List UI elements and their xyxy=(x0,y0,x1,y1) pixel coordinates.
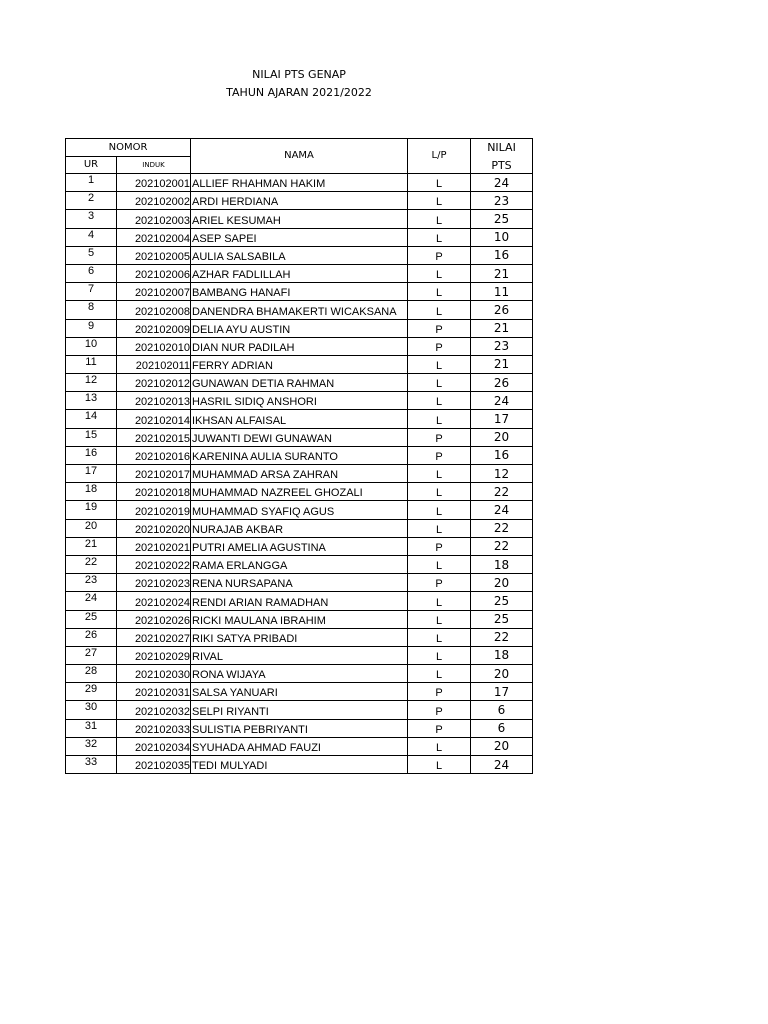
cell-nilai: 16 xyxy=(471,246,533,264)
cell-ur: 12 xyxy=(66,374,117,392)
cell-lp: P xyxy=(408,319,471,337)
cell-induk: 202102013 xyxy=(117,392,191,410)
cell-induk: 202102021 xyxy=(117,537,191,555)
cell-induk: 202102010 xyxy=(117,337,191,355)
table-body xyxy=(66,174,533,774)
table-row xyxy=(66,301,533,319)
cell-lp: L xyxy=(408,210,471,228)
cell-induk: 202102020 xyxy=(117,519,191,537)
cell-induk: 202102035 xyxy=(117,756,191,774)
table-row xyxy=(66,428,533,446)
cell-induk: 202102008 xyxy=(117,301,191,319)
cell-ur: 8 xyxy=(66,301,117,319)
cell-ur: 19 xyxy=(66,501,117,519)
cell-nama: GUNAWAN DETIA RAHMAN xyxy=(191,374,408,392)
cell-nilai: 21 xyxy=(471,319,533,337)
cell-induk: 202102012 xyxy=(117,374,191,392)
cell-ur: 30 xyxy=(66,701,117,719)
cell-nama: KARENINA AULIA SURANTO xyxy=(191,446,408,464)
table-row xyxy=(66,719,533,737)
cell-induk: 202102026 xyxy=(117,610,191,628)
cell-nilai: 25 xyxy=(471,210,533,228)
cell-lp: L xyxy=(408,283,471,301)
cell-ur: 18 xyxy=(66,483,117,501)
cell-induk: 202102033 xyxy=(117,719,191,737)
cell-lp: P xyxy=(408,537,471,555)
cell-induk: 202102004 xyxy=(117,228,191,246)
cell-ur: 33 xyxy=(66,756,117,774)
table-row xyxy=(66,646,533,664)
table-row xyxy=(66,410,533,428)
cell-induk: 202102024 xyxy=(117,592,191,610)
cell-nama: FERRY ADRIAN xyxy=(191,355,408,373)
cell-ur: 10 xyxy=(66,337,117,355)
cell-ur: 1 xyxy=(66,174,117,192)
cell-ur: 27 xyxy=(66,646,117,664)
header-nilai-pts xyxy=(471,139,533,174)
table-row xyxy=(66,192,533,210)
cell-nama: RENDI ARIAN RAMADHAN xyxy=(191,592,408,610)
table-row xyxy=(66,592,533,610)
cell-nilai: 22 xyxy=(471,483,533,501)
cell-nilai: 22 xyxy=(471,628,533,646)
cell-ur: 29 xyxy=(66,683,117,701)
header-nilai-line2: PTS xyxy=(491,158,512,172)
cell-ur: 22 xyxy=(66,555,117,573)
cell-nilai: 18 xyxy=(471,555,533,573)
cell-nilai: 16 xyxy=(471,446,533,464)
table-row xyxy=(66,283,533,301)
table-row xyxy=(66,610,533,628)
cell-nama: TEDI MULYADI xyxy=(191,756,408,774)
cell-nama: IKHSAN ALFAISAL xyxy=(191,410,408,428)
cell-induk: 202102002 xyxy=(117,192,191,210)
cell-induk: 202102018 xyxy=(117,483,191,501)
cell-nilai: 24 xyxy=(471,174,533,192)
cell-induk: 202102030 xyxy=(117,665,191,683)
cell-ur: 24 xyxy=(66,592,117,610)
cell-lp: P xyxy=(408,701,471,719)
cell-nilai: 20 xyxy=(471,737,533,755)
table-row xyxy=(66,210,533,228)
cell-lp: P xyxy=(408,574,471,592)
cell-induk: 202102031 xyxy=(117,683,191,701)
cell-nilai: 6 xyxy=(471,719,533,737)
cell-nilai: 26 xyxy=(471,374,533,392)
cell-lp: P xyxy=(408,683,471,701)
cell-induk: 202102027 xyxy=(117,628,191,646)
header-induk: INDUK xyxy=(117,157,191,174)
table-row xyxy=(66,665,533,683)
cell-lp: L xyxy=(408,483,471,501)
cell-induk: 202102019 xyxy=(117,501,191,519)
cell-induk: 202102029 xyxy=(117,646,191,664)
cell-ur: 32 xyxy=(66,737,117,755)
cell-ur: 20 xyxy=(66,519,117,537)
cell-nilai: 20 xyxy=(471,665,533,683)
cell-nilai: 22 xyxy=(471,537,533,555)
cell-induk: 202102016 xyxy=(117,446,191,464)
cell-lp: L xyxy=(408,756,471,774)
table-row xyxy=(66,337,533,355)
cell-ur: 2 xyxy=(66,192,117,210)
table-row xyxy=(66,319,533,337)
cell-nilai: 25 xyxy=(471,610,533,628)
cell-lp: P xyxy=(408,246,471,264)
cell-ur: 13 xyxy=(66,392,117,410)
cell-lp: L xyxy=(408,501,471,519)
table-row xyxy=(66,483,533,501)
cell-nama: ALLIEF RHAHMAN HAKIM xyxy=(191,174,408,192)
cell-lp: L xyxy=(408,374,471,392)
document-subtitle: TAHUN AJARAN 2021/2022 xyxy=(226,86,372,99)
cell-ur: 7 xyxy=(66,283,117,301)
cell-ur: 17 xyxy=(66,465,117,483)
document-title: NILAI PTS GENAP xyxy=(252,68,346,81)
cell-lp: P xyxy=(408,446,471,464)
cell-nama: SELPI RIYANTI xyxy=(191,701,408,719)
cell-ur: 9 xyxy=(66,319,117,337)
table-row xyxy=(66,537,533,555)
table-row xyxy=(66,246,533,264)
cell-nama: RIVAL xyxy=(191,646,408,664)
table-row xyxy=(66,519,533,537)
cell-nilai: 11 xyxy=(471,283,533,301)
cell-nama: SALSA YANUARI xyxy=(191,683,408,701)
cell-nilai: 20 xyxy=(471,428,533,446)
table-row xyxy=(66,392,533,410)
cell-lp: L xyxy=(408,737,471,755)
table-row xyxy=(66,628,533,646)
cell-lp: L xyxy=(408,392,471,410)
cell-induk: 202102034 xyxy=(117,737,191,755)
cell-nilai: 24 xyxy=(471,392,533,410)
cell-induk: 202102009 xyxy=(117,319,191,337)
cell-nama: NURAJAB AKBAR xyxy=(191,519,408,537)
cell-nilai: 18 xyxy=(471,646,533,664)
table-row xyxy=(66,756,533,774)
cell-lp: P xyxy=(408,719,471,737)
table-row xyxy=(66,555,533,573)
cell-nama: MUHAMMAD ARSA ZAHRAN xyxy=(191,465,408,483)
cell-nilai: 24 xyxy=(471,756,533,774)
cell-lp: L xyxy=(408,410,471,428)
cell-nama: JUWANTI DEWI GUNAWAN xyxy=(191,428,408,446)
table-row xyxy=(66,446,533,464)
cell-ur: 6 xyxy=(66,264,117,282)
header-ur: UR xyxy=(66,157,117,174)
cell-ur: 11 xyxy=(66,355,117,373)
cell-lp: L xyxy=(408,665,471,683)
cell-induk: 202102022 xyxy=(117,555,191,573)
cell-lp: L xyxy=(408,592,471,610)
cell-induk: 202102007 xyxy=(117,283,191,301)
cell-lp: P xyxy=(408,428,471,446)
cell-induk: 202102014 xyxy=(117,410,191,428)
cell-nilai: 6 xyxy=(471,701,533,719)
cell-induk: 202102015 xyxy=(117,428,191,446)
cell-nama: AULIA SALSABILA xyxy=(191,246,408,264)
cell-nama: SYUHADA AHMAD FAUZI xyxy=(191,737,408,755)
cell-nama: RICKI MAULANA IBRAHIM xyxy=(191,610,408,628)
cell-nama: AZHAR FADLILLAH xyxy=(191,264,408,282)
cell-lp: L xyxy=(408,628,471,646)
table-row xyxy=(66,355,533,373)
cell-nilai: 21 xyxy=(471,355,533,373)
header-nama: NAMA xyxy=(191,139,408,174)
cell-nama: DIAN NUR PADILAH xyxy=(191,337,408,355)
cell-ur: 26 xyxy=(66,628,117,646)
table-row xyxy=(66,465,533,483)
cell-lp: L xyxy=(408,355,471,373)
cell-induk: 202102006 xyxy=(117,264,191,282)
cell-ur: 4 xyxy=(66,228,117,246)
cell-ur: 31 xyxy=(66,719,117,737)
cell-induk: 202102005 xyxy=(117,246,191,264)
cell-nama: MUHAMMAD NAZREEL GHOZALI xyxy=(191,483,408,501)
cell-lp: L xyxy=(408,174,471,192)
cell-nilai: 26 xyxy=(471,301,533,319)
cell-nilai: 23 xyxy=(471,337,533,355)
header-lp: L/P xyxy=(408,139,471,174)
cell-nama: BAMBANG HANAFI xyxy=(191,283,408,301)
cell-nama: PUTRI AMELIA AGUSTINA xyxy=(191,537,408,555)
cell-ur: 14 xyxy=(66,410,117,428)
cell-nilai: 17 xyxy=(471,410,533,428)
grades-table xyxy=(65,138,533,774)
cell-nilai: 21 xyxy=(471,264,533,282)
cell-nama: ASEP SAPEI xyxy=(191,228,408,246)
cell-nilai: 24 xyxy=(471,501,533,519)
cell-ur: 5 xyxy=(66,246,117,264)
cell-lp: L xyxy=(408,610,471,628)
cell-nilai: 25 xyxy=(471,592,533,610)
cell-nilai: 17 xyxy=(471,683,533,701)
table-row xyxy=(66,683,533,701)
table-row xyxy=(66,574,533,592)
cell-nilai: 22 xyxy=(471,519,533,537)
cell-nama: RONA WIJAYA xyxy=(191,665,408,683)
cell-nama: SULISTIA PEBRIYANTI xyxy=(191,719,408,737)
cell-nama: RIKI SATYA PRIBADI xyxy=(191,628,408,646)
table-row xyxy=(66,174,533,192)
cell-nama: ARIEL KESUMAH xyxy=(191,210,408,228)
cell-nama: RAMA ERLANGGA xyxy=(191,555,408,573)
table-row xyxy=(66,374,533,392)
cell-lp: L xyxy=(408,228,471,246)
header-nomor: NOMOR xyxy=(66,139,191,157)
cell-induk: 202102003 xyxy=(117,210,191,228)
cell-lp: L xyxy=(408,192,471,210)
cell-ur: 25 xyxy=(66,610,117,628)
cell-induk: 202102017 xyxy=(117,465,191,483)
cell-lp: L xyxy=(408,646,471,664)
cell-nama: DELIA AYU AUSTIN xyxy=(191,319,408,337)
cell-induk: 202102032 xyxy=(117,701,191,719)
cell-induk: 202102023 xyxy=(117,574,191,592)
cell-ur: 28 xyxy=(66,665,117,683)
cell-ur: 3 xyxy=(66,210,117,228)
cell-lp: L xyxy=(408,264,471,282)
cell-induk: 202102001 xyxy=(117,174,191,192)
cell-nilai: 23 xyxy=(471,192,533,210)
cell-nilai: 12 xyxy=(471,465,533,483)
cell-ur: 23 xyxy=(66,574,117,592)
cell-nama: HASRIL SIDIQ ANSHORI xyxy=(191,392,408,410)
cell-ur: 15 xyxy=(66,428,117,446)
table-row xyxy=(66,264,533,282)
cell-nilai: 20 xyxy=(471,574,533,592)
table-row xyxy=(66,701,533,719)
cell-nama: DANENDRA BHAMAKERTI WICAKSANA xyxy=(191,301,408,319)
cell-lp: L xyxy=(408,465,471,483)
cell-nama: RENA NURSAPANA xyxy=(191,574,408,592)
cell-lp: P xyxy=(408,337,471,355)
cell-ur: 16 xyxy=(66,446,117,464)
cell-nama: ARDI HERDIANA xyxy=(191,192,408,210)
table-row xyxy=(66,228,533,246)
cell-nilai: 10 xyxy=(471,228,533,246)
table-row xyxy=(66,737,533,755)
cell-lp: L xyxy=(408,555,471,573)
cell-ur: 21 xyxy=(66,537,117,555)
cell-lp: L xyxy=(408,301,471,319)
cell-induk: 202102011 xyxy=(117,355,191,373)
header-nilai-line1: NILAI xyxy=(487,140,516,154)
cell-lp: L xyxy=(408,519,471,537)
cell-nama: MUHAMMAD SYAFIQ AGUS xyxy=(191,501,408,519)
table-row xyxy=(66,501,533,519)
